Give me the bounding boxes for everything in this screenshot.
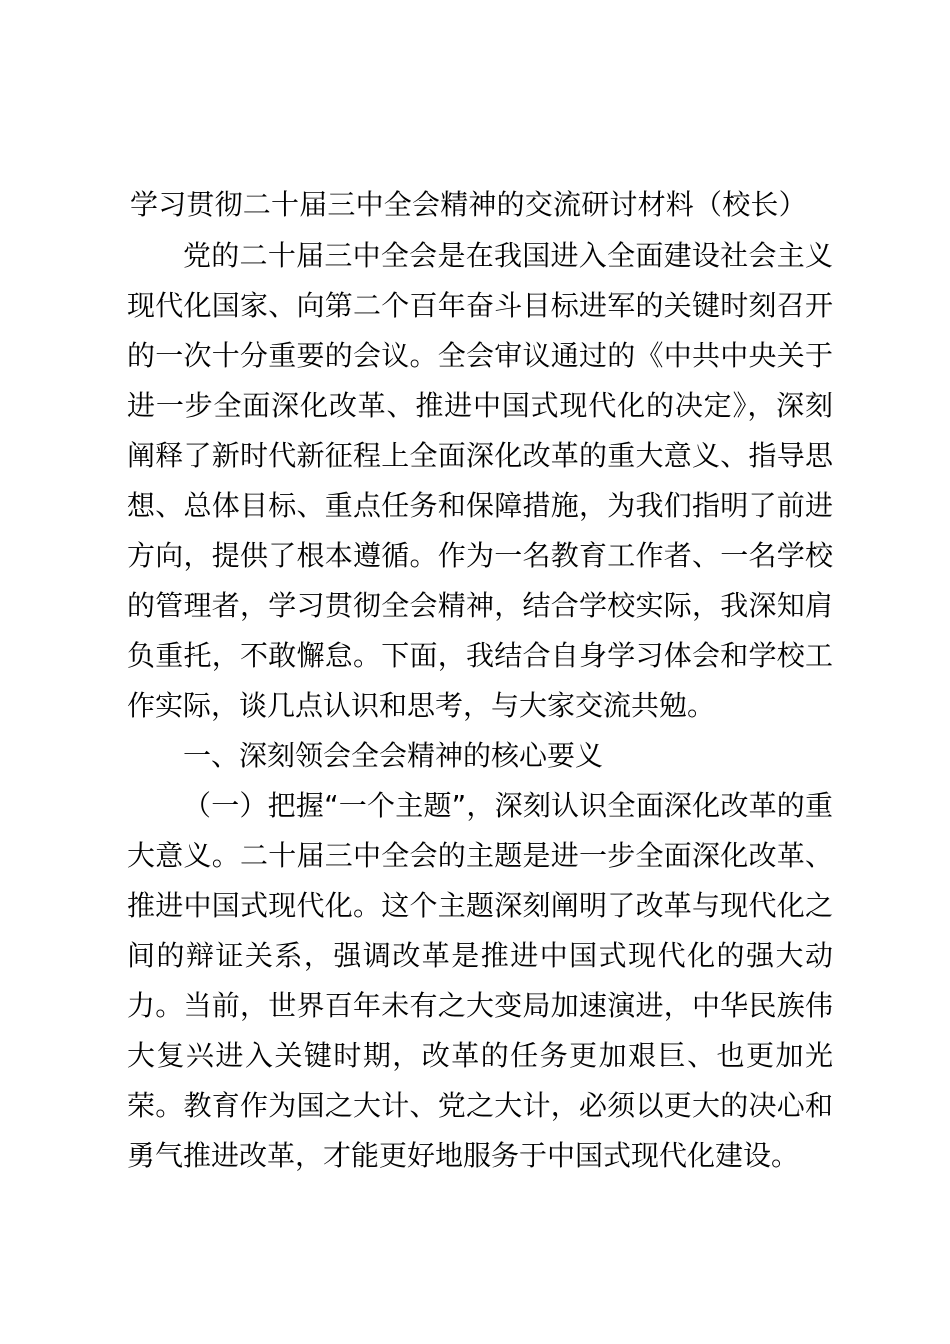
section-heading-1: 一、深刻领会全会精神的核心要义	[183, 739, 604, 772]
document-title: 学习贯彻二十届三中全会精神的交流研讨材料（校长）	[130, 188, 807, 221]
paragraph-theme: （一）把握“一个主题”，深刻认识全面深化改革的重大意义。二十届三中全会的主题是进一步全面深化改革、推进中国式现代化。这个主题深刻阐明了改革与现代化之间的辩证关系，强调改革是推进中国式现代化的强大动力。当前，世界百年未有之大变局加速演进，中华民族伟大复兴进入关键时期，改革的任务更加艰巨、也更加光荣。教育作为国之大计、党之大计，必须以更大的决心和勇气推进改革，才能更好地服务于中国式现代化建设。	[127, 789, 833, 1172]
paragraph-intro: 党的二十届三中全会是在我国进入全面建设社会主义现代化国家、向第二个百年奋斗目标进军的关键时刻召开的一次十分重要的会议。全会审议通过的《中共中央关于进一步全面深化改革、推进中国式现代化的决定》，深刻阐释了新时代新征程上全面深化改革的重大意义、指导思想、总体目标、重点任务和保障措施，为我们指明了前进方向，提供了根本遵循。作为一名教育工作者、一名学校的管理者，学习贯彻全会精神，结合学校实际，我深知肩负重托，不敢懈怠。下面，我结合自身学习体会和学校工作实际，谈几点认识和思考，与大家交流共勉。	[127, 239, 833, 722]
